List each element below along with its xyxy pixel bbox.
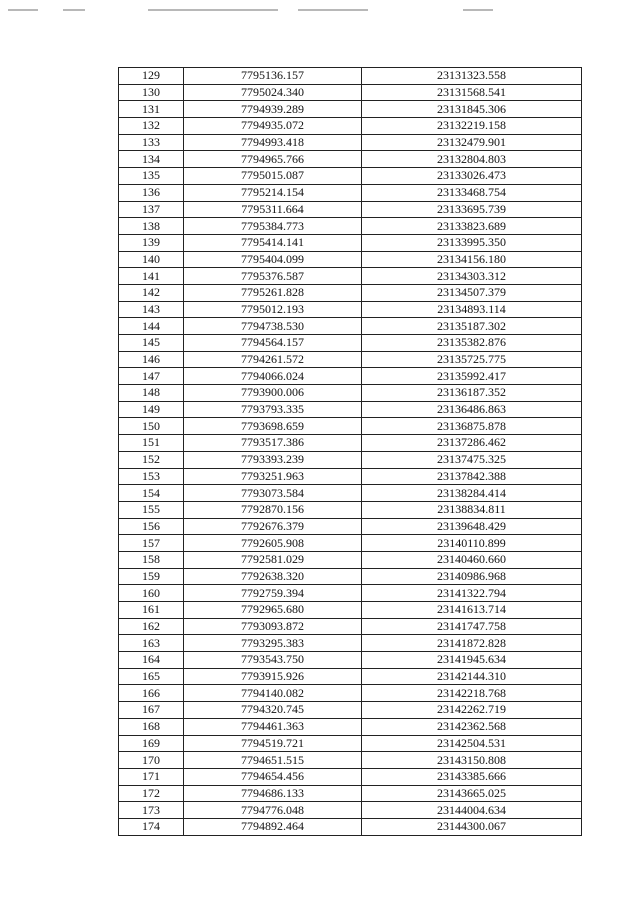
x-coordinate-cell: 7794776.048 — [184, 802, 362, 819]
point-number-cell: 171 — [119, 768, 184, 785]
point-number-cell: 138 — [119, 218, 184, 235]
x-coordinate-cell: 7794935.072 — [184, 118, 362, 135]
point-number-cell: 172 — [119, 785, 184, 802]
table-row — [119, 268, 582, 285]
point-number-cell: 136 — [119, 184, 184, 201]
x-coordinate-cell: 7793900.006 — [184, 385, 362, 402]
x-coordinate-cell: 7792605.908 — [184, 535, 362, 552]
x-coordinate-cell: 7795214.154 — [184, 184, 362, 201]
y-coordinate-cell: 23144004.634 — [362, 802, 582, 819]
table-row — [119, 535, 582, 552]
point-number-cell: 145 — [119, 335, 184, 352]
y-coordinate-cell: 23141945.634 — [362, 652, 582, 669]
table-row — [119, 318, 582, 335]
x-coordinate-cell: 7794892.464 — [184, 818, 362, 835]
x-coordinate-cell: 7792965.680 — [184, 602, 362, 619]
y-coordinate-cell: 23136187.352 — [362, 385, 582, 402]
table-row — [119, 652, 582, 669]
table-row — [119, 685, 582, 702]
x-coordinate-cell: 7794965.766 — [184, 151, 362, 168]
x-coordinate-cell: 7793073.584 — [184, 485, 362, 502]
table-row — [119, 184, 582, 201]
table-row — [119, 201, 582, 218]
y-coordinate-cell: 23141322.794 — [362, 585, 582, 602]
y-coordinate-cell: 23132804.803 — [362, 151, 582, 168]
table-row — [119, 151, 582, 168]
y-coordinate-cell: 23143665.025 — [362, 785, 582, 802]
x-coordinate-cell: 7794140.082 — [184, 685, 362, 702]
table-row — [119, 518, 582, 535]
table-row — [119, 385, 582, 402]
y-coordinate-cell: 23135187.302 — [362, 318, 582, 335]
point-number-cell: 131 — [119, 101, 184, 118]
point-number-cell: 164 — [119, 652, 184, 669]
point-number-cell: 150 — [119, 418, 184, 435]
table-row — [119, 84, 582, 101]
point-number-cell: 163 — [119, 635, 184, 652]
table-row — [119, 418, 582, 435]
x-coordinate-cell: 7795376.587 — [184, 268, 362, 285]
table-row — [119, 568, 582, 585]
x-coordinate-cell: 7792676.379 — [184, 518, 362, 535]
point-number-cell: 161 — [119, 602, 184, 619]
table-row — [119, 802, 582, 819]
table-row — [119, 301, 582, 318]
x-coordinate-cell: 7793698.659 — [184, 418, 362, 435]
point-number-cell: 158 — [119, 551, 184, 568]
x-coordinate-cell: 7792638.320 — [184, 568, 362, 585]
y-coordinate-cell: 23133995.350 — [362, 234, 582, 251]
x-coordinate-cell: 7794066.024 — [184, 368, 362, 385]
x-coordinate-cell: 7792581.029 — [184, 551, 362, 568]
point-number-cell: 156 — [119, 518, 184, 535]
point-number-cell: 143 — [119, 301, 184, 318]
x-coordinate-cell: 7794320.745 — [184, 702, 362, 719]
table-row — [119, 401, 582, 418]
table-row — [119, 635, 582, 652]
y-coordinate-cell: 23134893.114 — [362, 301, 582, 318]
point-number-cell: 142 — [119, 284, 184, 301]
table-row — [119, 818, 582, 835]
table-row — [119, 702, 582, 719]
y-coordinate-cell: 23141613.714 — [362, 602, 582, 619]
coordinates-table — [118, 67, 582, 836]
table-row — [119, 718, 582, 735]
x-coordinate-cell: 7795015.087 — [184, 168, 362, 185]
y-coordinate-cell: 23138834.811 — [362, 501, 582, 518]
table-row — [119, 351, 582, 368]
point-number-cell: 140 — [119, 251, 184, 268]
x-coordinate-cell: 7793393.239 — [184, 451, 362, 468]
x-coordinate-cell: 7793915.926 — [184, 668, 362, 685]
x-coordinate-cell: 7794939.289 — [184, 101, 362, 118]
x-coordinate-cell: 7794686.133 — [184, 785, 362, 802]
table-row — [119, 451, 582, 468]
x-coordinate-cell: 7794261.572 — [184, 351, 362, 368]
point-number-cell: 144 — [119, 318, 184, 335]
y-coordinate-cell: 23143385.666 — [362, 768, 582, 785]
point-number-cell: 141 — [119, 268, 184, 285]
x-coordinate-cell: 7793517.386 — [184, 435, 362, 452]
point-number-cell: 170 — [119, 752, 184, 769]
table-row — [119, 284, 582, 301]
y-coordinate-cell: 23134507.379 — [362, 284, 582, 301]
y-coordinate-cell: 23133695.739 — [362, 201, 582, 218]
table-row — [119, 101, 582, 118]
y-coordinate-cell: 23131845.306 — [362, 101, 582, 118]
y-coordinate-cell: 23139648.429 — [362, 518, 582, 535]
x-coordinate-cell: 7795311.664 — [184, 201, 362, 218]
x-coordinate-cell: 7793295.383 — [184, 635, 362, 652]
point-number-cell: 129 — [119, 68, 184, 85]
y-coordinate-cell: 23132219.158 — [362, 118, 582, 135]
table-row — [119, 602, 582, 619]
y-coordinate-cell: 23140986.968 — [362, 568, 582, 585]
y-coordinate-cell: 23137842.388 — [362, 468, 582, 485]
point-number-cell: 165 — [119, 668, 184, 685]
y-coordinate-cell: 23141747.758 — [362, 618, 582, 635]
point-number-cell: 155 — [119, 501, 184, 518]
table-row — [119, 335, 582, 352]
table-row — [119, 234, 582, 251]
point-number-cell: 137 — [119, 201, 184, 218]
table-row — [119, 134, 582, 151]
y-coordinate-cell: 23134303.312 — [362, 268, 582, 285]
point-number-cell: 157 — [119, 535, 184, 552]
table-row — [119, 485, 582, 502]
point-number-cell: 167 — [119, 702, 184, 719]
table-row — [119, 168, 582, 185]
table-row — [119, 368, 582, 385]
scan-header-artifacts — [8, 6, 488, 14]
point-number-cell: 148 — [119, 385, 184, 402]
x-coordinate-cell: 7794651.515 — [184, 752, 362, 769]
table-row — [119, 551, 582, 568]
y-coordinate-cell: 23132479.901 — [362, 134, 582, 151]
point-number-cell: 169 — [119, 735, 184, 752]
x-coordinate-cell: 7794654.456 — [184, 768, 362, 785]
table-row — [119, 68, 582, 85]
x-coordinate-cell: 7795384.773 — [184, 218, 362, 235]
x-coordinate-cell: 7794564.157 — [184, 335, 362, 352]
y-coordinate-cell: 23140460.660 — [362, 551, 582, 568]
x-coordinate-cell: 7795136.157 — [184, 68, 362, 85]
y-coordinate-cell: 23142218.768 — [362, 685, 582, 702]
x-coordinate-cell: 7793793.335 — [184, 401, 362, 418]
x-coordinate-cell: 7795024.340 — [184, 84, 362, 101]
y-coordinate-cell: 23134156.180 — [362, 251, 582, 268]
point-number-cell: 134 — [119, 151, 184, 168]
point-number-cell: 154 — [119, 485, 184, 502]
table-row — [119, 668, 582, 685]
table-row — [119, 435, 582, 452]
point-number-cell: 151 — [119, 435, 184, 452]
y-coordinate-cell: 23131568.541 — [362, 84, 582, 101]
x-coordinate-cell: 7794519.721 — [184, 735, 362, 752]
point-number-cell: 174 — [119, 818, 184, 835]
x-coordinate-cell: 7794738.530 — [184, 318, 362, 335]
y-coordinate-cell: 23142362.568 — [362, 718, 582, 735]
table-row — [119, 501, 582, 518]
x-coordinate-cell: 7793543.750 — [184, 652, 362, 669]
coordinates-table-body — [119, 68, 582, 836]
point-number-cell: 149 — [119, 401, 184, 418]
x-coordinate-cell: 7792870.156 — [184, 501, 362, 518]
y-coordinate-cell: 23144300.067 — [362, 818, 582, 835]
table-row — [119, 752, 582, 769]
x-coordinate-cell: 7792759.394 — [184, 585, 362, 602]
table-row — [119, 618, 582, 635]
y-coordinate-cell: 23135992.417 — [362, 368, 582, 385]
table-row — [119, 768, 582, 785]
point-number-cell: 153 — [119, 468, 184, 485]
point-number-cell: 132 — [119, 118, 184, 135]
y-coordinate-cell: 23138284.414 — [362, 485, 582, 502]
x-coordinate-cell: 7795261.828 — [184, 284, 362, 301]
point-number-cell: 139 — [119, 234, 184, 251]
y-coordinate-cell: 23141872.828 — [362, 635, 582, 652]
y-coordinate-cell: 23133468.754 — [362, 184, 582, 201]
x-coordinate-cell: 7795414.141 — [184, 234, 362, 251]
y-coordinate-cell: 23135725.775 — [362, 351, 582, 368]
table-row — [119, 585, 582, 602]
point-number-cell: 160 — [119, 585, 184, 602]
y-coordinate-cell: 23137475.325 — [362, 451, 582, 468]
point-number-cell: 135 — [119, 168, 184, 185]
table-row — [119, 468, 582, 485]
y-coordinate-cell: 23133823.689 — [362, 218, 582, 235]
x-coordinate-cell: 7793093.872 — [184, 618, 362, 635]
y-coordinate-cell: 23140110.899 — [362, 535, 582, 552]
y-coordinate-cell: 23142262.719 — [362, 702, 582, 719]
point-number-cell: 130 — [119, 84, 184, 101]
y-coordinate-cell: 23133026.473 — [362, 168, 582, 185]
y-coordinate-cell: 23135382.876 — [362, 335, 582, 352]
x-coordinate-cell: 7795404.099 — [184, 251, 362, 268]
x-coordinate-cell: 7795012.193 — [184, 301, 362, 318]
point-number-cell: 152 — [119, 451, 184, 468]
y-coordinate-cell: 23136486.863 — [362, 401, 582, 418]
y-coordinate-cell: 23142144.310 — [362, 668, 582, 685]
point-number-cell: 133 — [119, 134, 184, 151]
table-row — [119, 118, 582, 135]
y-coordinate-cell: 23142504.531 — [362, 735, 582, 752]
table-row — [119, 251, 582, 268]
point-number-cell: 159 — [119, 568, 184, 585]
y-coordinate-cell: 23136875.878 — [362, 418, 582, 435]
y-coordinate-cell: 23131323.558 — [362, 68, 582, 85]
point-number-cell: 147 — [119, 368, 184, 385]
x-coordinate-cell: 7793251.963 — [184, 468, 362, 485]
point-number-cell: 168 — [119, 718, 184, 735]
point-number-cell: 146 — [119, 351, 184, 368]
point-number-cell: 173 — [119, 802, 184, 819]
table-row — [119, 735, 582, 752]
point-number-cell: 166 — [119, 685, 184, 702]
table-row — [119, 785, 582, 802]
x-coordinate-cell: 7794993.418 — [184, 134, 362, 151]
y-coordinate-cell: 23137286.462 — [362, 435, 582, 452]
point-number-cell: 162 — [119, 618, 184, 635]
y-coordinate-cell: 23143150.808 — [362, 752, 582, 769]
table-row — [119, 218, 582, 235]
x-coordinate-cell: 7794461.363 — [184, 718, 362, 735]
